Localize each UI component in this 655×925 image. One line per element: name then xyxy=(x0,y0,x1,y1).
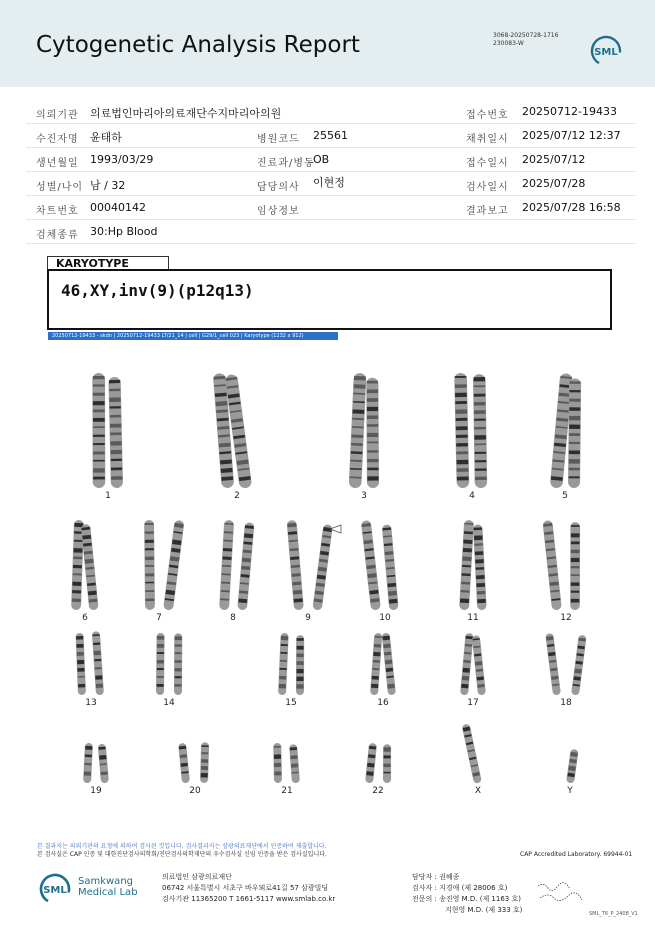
footer-logo-name xyxy=(78,876,138,898)
chromosome-label: 1 xyxy=(105,491,111,501)
signature-icon xyxy=(536,880,586,908)
chart-label: 차트번호 xyxy=(36,206,79,217)
footer-staff xyxy=(412,872,522,916)
karyotype-tab: KARYOTYPE xyxy=(47,256,169,270)
chromosome-16-b xyxy=(382,633,396,696)
report-header xyxy=(0,0,655,87)
chromosome-label: X xyxy=(474,786,482,796)
chromosome-label: 6 xyxy=(82,613,88,623)
hospital-code-value: 25561 xyxy=(313,129,348,142)
received-value: 2025/07/12 xyxy=(522,153,586,166)
info-row-6 xyxy=(26,220,636,244)
chromosome-label: 15 xyxy=(285,698,297,708)
institution-value: 의료법인마리아의료재단수지마리아의원 xyxy=(90,107,282,120)
receipt-no-value: 20250712-19433 xyxy=(522,105,617,118)
chromosome-22-a xyxy=(365,743,377,784)
chromosome-16-a xyxy=(370,633,382,695)
chart-value: 00040142 xyxy=(90,201,146,214)
chromosome-label: 4 xyxy=(469,491,475,501)
chromosome-y xyxy=(566,749,579,784)
chromosome-22-b xyxy=(383,744,391,783)
chromosome-1-a xyxy=(92,373,105,488)
chromosome-15-a xyxy=(278,633,289,695)
collected-label: 채취일시 xyxy=(466,134,509,145)
chromosome-10-b xyxy=(382,524,399,610)
karyogram-caption-bar: 20250712-19433 - skdn | 20250712-19433 LT/21_14 | cell | G29/1_cell 023 | Karyotype (1232 x 912) xyxy=(48,332,338,340)
chromosome-label: 9 xyxy=(305,613,311,623)
reported-label: 결과보고 xyxy=(466,206,509,217)
report-title: Cytogenetic Analysis Report xyxy=(36,32,360,58)
chromosome-20-a xyxy=(178,743,190,784)
chromosome-label: 20 xyxy=(189,786,201,796)
info-row-2 xyxy=(26,124,636,148)
footer-address-line: 06742 서울특별시 서초구 바우뫼로41길 57 삼광빌딩 xyxy=(162,884,329,892)
chromosome-label: 19 xyxy=(90,786,102,796)
karyotype-result: 46,XY,inv(9)(p12q13) xyxy=(61,281,254,300)
reference-line-2: 230083-W xyxy=(493,40,524,47)
chromosome-label: 18 xyxy=(560,698,572,708)
chromosome-label: 10 xyxy=(379,613,391,623)
chromosome-label: 3 xyxy=(361,491,367,501)
chromosome-11-b xyxy=(473,524,487,610)
staff-line-2: 검사자 : 지경애 (제 28006 호) xyxy=(412,884,508,892)
chromosome-12-a xyxy=(542,520,562,611)
info-row-5 xyxy=(26,196,636,220)
chromosome-14-a xyxy=(156,633,165,695)
logo-name-2: Medical Lab xyxy=(78,887,138,898)
chromosome-label: 7 xyxy=(156,613,162,623)
patient-info-table xyxy=(26,100,636,244)
chromosome-label: 8 xyxy=(230,613,236,623)
chromosome-4-a xyxy=(454,373,469,488)
karyogram-image xyxy=(40,348,620,808)
staff-line-3: 전문의 : 송진영 M.D. (제 1163 호) xyxy=(412,895,521,903)
logo-text: SML xyxy=(594,47,618,58)
chromosome-7-b xyxy=(163,520,184,611)
document-id: SML_T6_P_2408_V1 xyxy=(589,911,638,917)
chromosome-label: Y xyxy=(567,786,573,796)
chromosome-9-b xyxy=(312,524,333,611)
chromosome-label: 2 xyxy=(234,491,240,501)
chromosome-label: 22 xyxy=(372,786,384,796)
notice-line-2: 본 검사실은 CAP 인증 및 대한진단검사의학회/진단검사의학재단의 우수검사실 신임 인증을 받은 검사실입니다. xyxy=(37,851,327,858)
chromosome-8-b xyxy=(237,522,254,610)
chromosome-3-a xyxy=(349,373,367,488)
chromosome-10-a xyxy=(361,520,381,611)
chromosome-7-a xyxy=(144,520,155,610)
clinical-label: 임상정보 xyxy=(257,206,300,217)
karyotype-result-box xyxy=(47,269,612,330)
chromosome-20-b xyxy=(200,742,209,783)
doctor-label: 담당의사 xyxy=(257,182,300,193)
chromosome-13-a xyxy=(75,633,86,695)
notice-line-1: 본 결과지는 의뢰기관의 요청에 의하여 검사된 것입니다. 검사결과지는 삼광의료재단에서 인증하여 제출합니다. xyxy=(37,843,327,850)
sex-age-label: 성별/나이 xyxy=(36,182,84,193)
chromosome-label: 14 xyxy=(163,698,175,708)
report-reference xyxy=(493,32,558,48)
patient-value: 윤태하 xyxy=(90,131,122,144)
receipt-no-label: 접수번호 xyxy=(466,110,509,121)
dept-value: OB xyxy=(313,153,330,166)
sml-logo-icon xyxy=(590,35,622,67)
info-row-1 xyxy=(26,100,636,124)
chromosome-3-b xyxy=(366,378,379,488)
chromosome-18-b xyxy=(571,635,587,696)
cap-accreditation: CAP Accredited Laboratory. 69944-01 xyxy=(520,851,633,858)
dob-value: 1993/03/29 xyxy=(90,153,154,166)
info-row-4 xyxy=(26,172,636,196)
reference-line-1: 3068-20250728-1716 xyxy=(493,32,559,39)
dept-label: 진료과/병동 xyxy=(257,158,315,169)
staff-line-1: 담당자 : 권혜종 xyxy=(412,873,460,881)
chromosome-9-a xyxy=(287,520,304,611)
chromosome-6-b xyxy=(81,524,99,611)
chromosome-x xyxy=(462,723,482,783)
tested-label: 검사일시 xyxy=(466,182,509,193)
collected-value: 2025/07/12 12:37 xyxy=(522,129,621,142)
chromosome-17-a xyxy=(460,633,474,695)
dob-label: 생년월일 xyxy=(36,158,79,169)
chromosome-12-b xyxy=(570,522,580,610)
chromosome-label: 13 xyxy=(85,698,97,708)
chromosome-label: 16 xyxy=(377,698,389,708)
info-row-3 xyxy=(26,148,636,172)
logo-name-1: Samkwang xyxy=(78,876,133,887)
samkwang-logo-icon xyxy=(38,872,72,906)
chromosome-15-b xyxy=(296,635,304,695)
sex-age-value: 남 / 32 xyxy=(90,179,126,192)
footer-org: 의료법인 삼광의료재단 xyxy=(162,873,232,881)
chromosome-1-b xyxy=(108,377,123,488)
received-label: 접수일시 xyxy=(466,158,509,169)
chromosome-label: 5 xyxy=(562,491,568,501)
chromosome-17-b xyxy=(472,635,486,695)
chromosome-label: 12 xyxy=(560,613,572,623)
footer-logo-text: SML xyxy=(43,885,67,896)
chromosome-4-b xyxy=(473,374,487,488)
hospital-code-label: 병원코드 xyxy=(257,134,300,145)
chromosome-8-a xyxy=(219,520,234,610)
chromosome-11-a xyxy=(459,520,474,610)
tested-value: 2025/07/28 xyxy=(522,177,586,190)
chromosome-21-b xyxy=(289,744,300,783)
staff-line-4: 지현영 M.D. (제 333 호) xyxy=(445,906,523,914)
footer-contact: 검사기관 11365200 T 1661-5117 www.smlab.co.kr xyxy=(162,895,336,903)
chromosome-5-b xyxy=(568,378,581,488)
chromosome-21-a xyxy=(273,743,282,783)
chromosome-label: 17 xyxy=(467,698,479,708)
chromosome-14-b xyxy=(174,633,182,695)
specimen-label: 검체종류 xyxy=(36,230,79,241)
institution-label: 의뢰기관 xyxy=(36,110,79,121)
specimen-value: 30:Hp Blood xyxy=(90,225,158,238)
chromosome-label: 11 xyxy=(467,613,479,623)
notice-block xyxy=(37,843,327,859)
chromosome-label: 21 xyxy=(281,786,293,796)
chromosome-13-b xyxy=(92,631,104,695)
reported-value: 2025/07/28 16:58 xyxy=(522,201,621,214)
chromosome-18-a xyxy=(545,633,561,696)
doctor-value: 이현정 xyxy=(313,176,345,189)
footer-address xyxy=(162,872,335,905)
chromosome-19-b xyxy=(98,744,109,784)
patient-label: 수진자명 xyxy=(36,134,79,145)
chromosome-19-a xyxy=(83,743,93,783)
